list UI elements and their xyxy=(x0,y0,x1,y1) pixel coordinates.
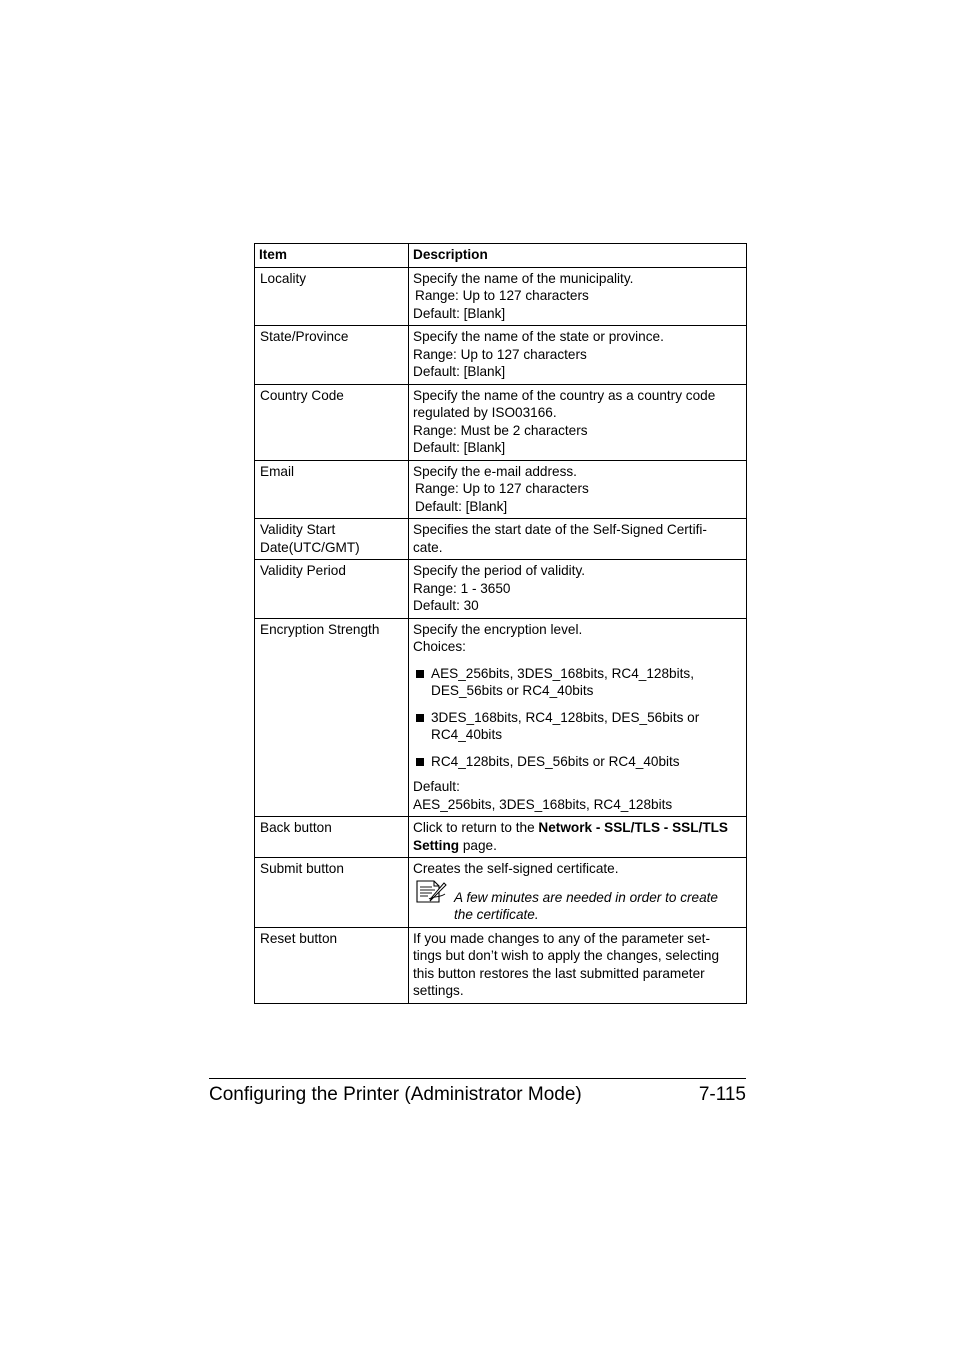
row-description xyxy=(409,519,747,560)
description-line: Specify the encryption level. xyxy=(413,621,583,637)
menu-path-bold: Network - SSL/TLS - SSL/TLS xyxy=(538,820,728,835)
row-description xyxy=(409,858,747,928)
row-item xyxy=(255,519,409,560)
choice-line: DES_56bits or RC4_40bits xyxy=(431,683,594,698)
note xyxy=(413,889,743,924)
description-line: Default: [Blank] xyxy=(413,364,506,379)
table-row xyxy=(255,460,747,519)
description-line: Range: Up to 127 characters xyxy=(415,481,589,496)
choices-list xyxy=(413,665,743,771)
square-bullet-icon xyxy=(416,714,424,722)
description-line: Range: 1 - 3650 xyxy=(413,580,511,596)
row-description xyxy=(409,618,747,817)
menu-path-bold: Setting xyxy=(413,837,460,853)
item-line: Date(UTC/GMT) xyxy=(260,539,360,555)
default-line: AES_256bits, 3DES_168bits, RC4_128bits xyxy=(413,796,673,812)
description-line: regulated by ISO03166. xyxy=(413,405,557,420)
description-line: Range: Must be 2 characters xyxy=(413,422,588,438)
note-line: A few minutes are needed in order to create xyxy=(454,889,718,905)
row-description xyxy=(409,560,747,619)
row-item: Email xyxy=(255,460,409,519)
description-line: Specify the period of validity. xyxy=(413,563,586,578)
description-line: Specifies the start date of the Self-Signed Certifi- xyxy=(413,522,707,537)
choice-line: RC4_40bits xyxy=(431,727,503,742)
table-row xyxy=(255,267,747,326)
default-line: Default: xyxy=(413,779,460,794)
row-description xyxy=(409,817,747,858)
description-line: Range: Up to 127 characters xyxy=(415,288,589,303)
description-line: Choices: xyxy=(413,639,466,654)
footer-title: Configuring the Printer (Administrator Mode) xyxy=(209,1084,582,1105)
row-item: State/Province xyxy=(255,326,409,385)
row-item: Reset button xyxy=(255,927,409,1003)
table-row xyxy=(255,384,747,460)
header-description: Description xyxy=(409,244,747,268)
description-line: Specify the name of the country as a country code xyxy=(413,387,716,403)
list-item xyxy=(413,665,743,700)
page-number: 7-115 xyxy=(698,1084,746,1105)
row-description xyxy=(409,326,747,385)
row-item: Back button xyxy=(255,817,409,858)
item-line: Validity Start xyxy=(260,522,336,537)
table-row xyxy=(255,560,747,619)
note-pencil-icon xyxy=(415,880,449,904)
list-item xyxy=(413,709,743,744)
table-row xyxy=(255,519,747,560)
description-line: Default: [Blank] xyxy=(413,440,506,455)
description-suffix: page. xyxy=(459,837,497,853)
row-description xyxy=(409,384,747,460)
row-description xyxy=(409,267,747,326)
description-line: Creates the self-signed certificate. xyxy=(413,861,619,876)
table-row xyxy=(255,927,747,1003)
description-line: settings. xyxy=(413,983,464,998)
description-line: Range: Up to 127 characters xyxy=(413,346,587,362)
description-line: Specify the name of the state or province. xyxy=(413,329,664,344)
table-row xyxy=(255,817,747,858)
description-line: Default: [Blank] xyxy=(413,305,506,321)
note-line: the certificate. xyxy=(454,907,539,922)
list-item xyxy=(413,753,743,771)
description-line: this button restores the last submitted parameter xyxy=(413,965,705,981)
description-line: Specify the name of the municipality. xyxy=(413,270,634,286)
table-row xyxy=(255,618,747,817)
description-prefix: Click to return to the xyxy=(413,820,539,835)
settings-table xyxy=(254,243,747,1004)
footer-divider xyxy=(209,1078,746,1079)
row-description xyxy=(409,927,747,1003)
header-item: Item xyxy=(255,244,409,268)
description-line: cate. xyxy=(413,539,443,555)
row-item: Country Code xyxy=(255,384,409,460)
description-line: If you made changes to any of the parameter set- xyxy=(413,930,710,946)
square-bullet-icon xyxy=(416,758,424,766)
description-line: Default: [Blank] xyxy=(415,498,508,514)
table-header-row xyxy=(255,244,747,268)
table-row xyxy=(255,326,747,385)
choice-line: RC4_128bits, DES_56bits or RC4_40bits xyxy=(431,753,680,769)
choice-line: AES_256bits, 3DES_168bits, RC4_128bits, xyxy=(431,665,694,681)
row-item: Submit button xyxy=(255,858,409,928)
square-bullet-icon xyxy=(416,670,424,678)
description-line: tings but don’t wish to apply the changes, selecting xyxy=(413,948,720,963)
row-item: Validity Period xyxy=(255,560,409,619)
row-description xyxy=(409,460,747,519)
row-item: Encryption Strength xyxy=(255,618,409,817)
description-line: Specify the e-mail address. xyxy=(413,463,577,479)
description-line: Default: 30 xyxy=(413,598,479,613)
choice-line: 3DES_168bits, RC4_128bits, DES_56bits or xyxy=(431,709,700,725)
row-item: Locality xyxy=(255,267,409,326)
table-row xyxy=(255,858,747,928)
